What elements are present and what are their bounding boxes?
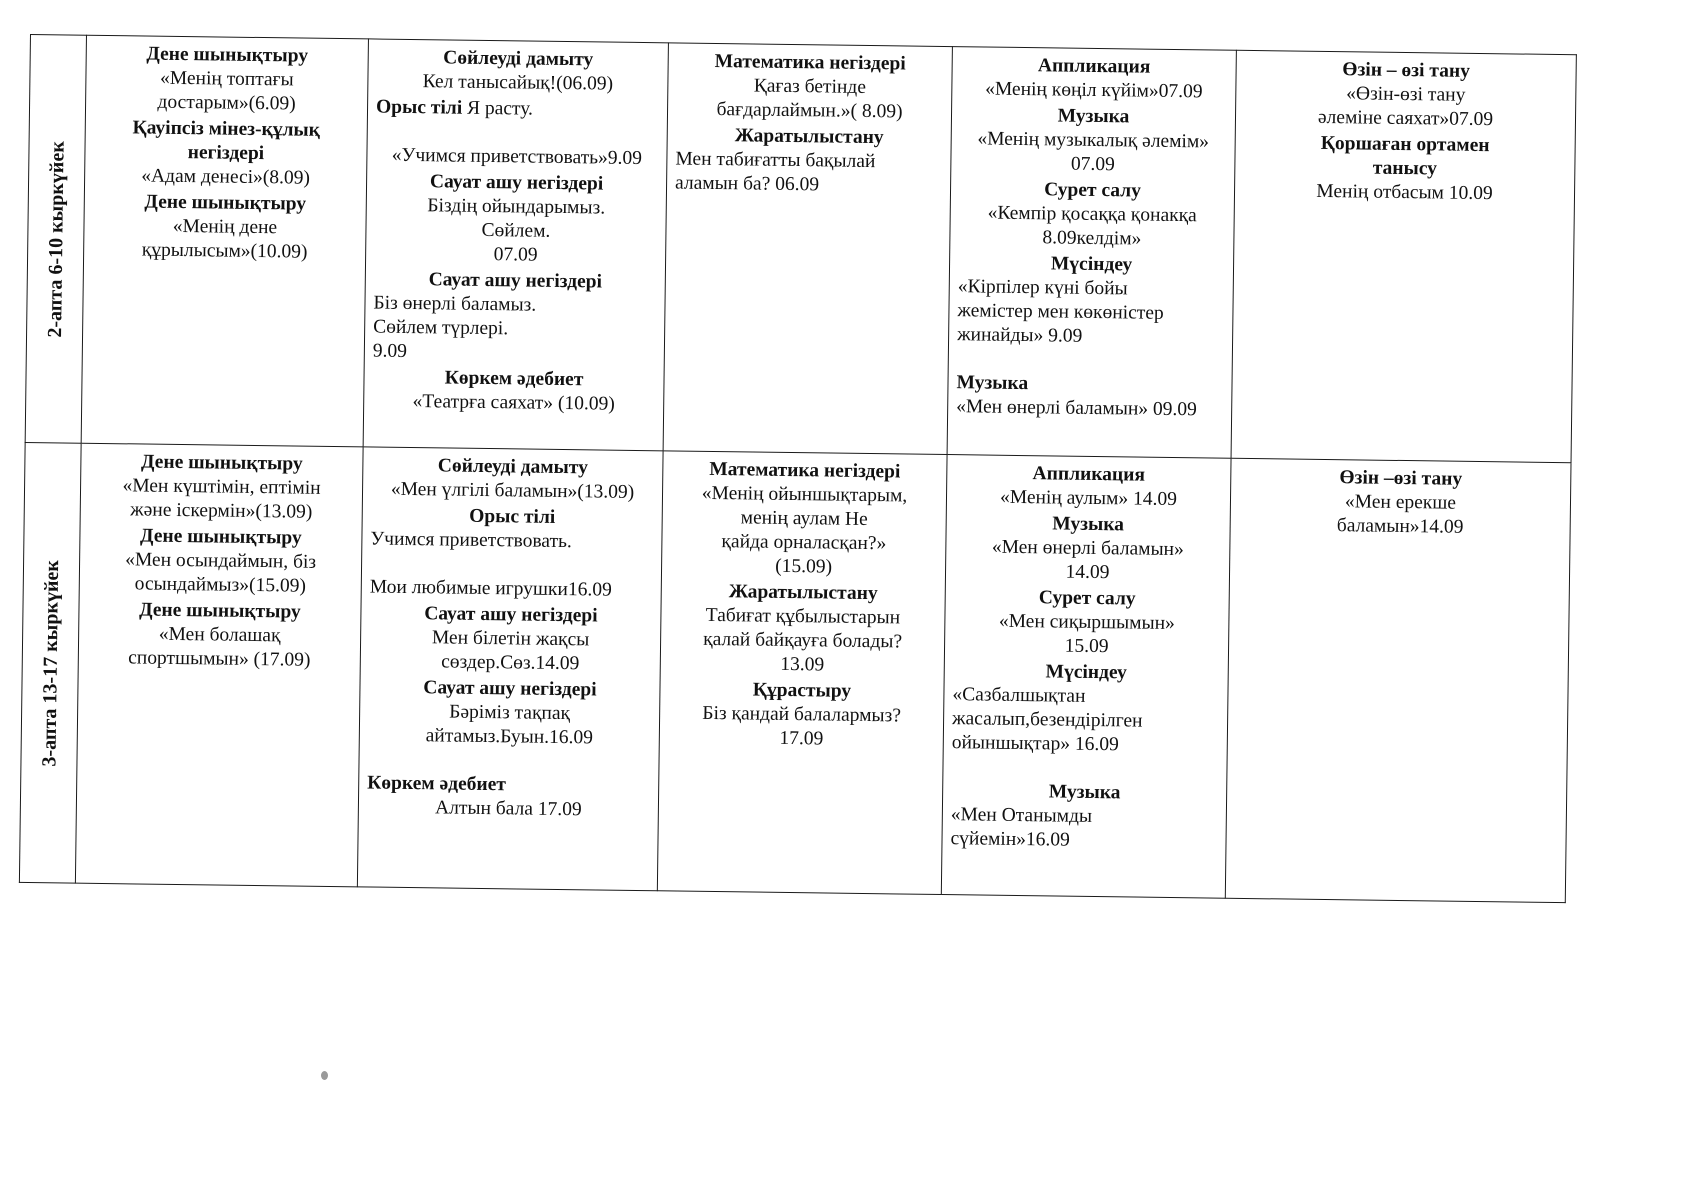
lesson-entry xyxy=(367,771,651,823)
lesson-topic: «Мен өнерлі баламын» 09.09 xyxy=(956,396,1197,421)
lesson-entry xyxy=(955,461,1223,512)
lesson-entry xyxy=(89,450,355,525)
lesson-topic: «Адам денесі»(8.09) xyxy=(141,165,311,189)
day-cell xyxy=(1225,458,1571,902)
lesson-topic: «Мен ерекше баламын»14.09 xyxy=(1336,491,1464,538)
lesson-entry xyxy=(1244,57,1568,133)
subject-title: Жаратылыстану xyxy=(734,125,884,149)
lesson-entry xyxy=(87,598,353,673)
lesson-topic: Біздің ойындарымыз. Сөйлем. 07.09 xyxy=(427,195,606,266)
lesson-entry xyxy=(668,677,936,752)
subject-title: Дене шынықтыру xyxy=(146,43,309,67)
subject-title: Музыка xyxy=(1057,105,1130,128)
lesson-topic: «Өзін-өзі тану әлеміне саяхат»07.09 xyxy=(1317,83,1494,131)
lesson-entry xyxy=(957,251,1225,350)
lesson-topic: «Мен сиқыршымын» 15.09 xyxy=(998,610,1176,658)
day-cell xyxy=(1231,50,1576,462)
lesson-line xyxy=(376,96,659,124)
subject-title: Жаратылыстану xyxy=(728,581,878,605)
lesson-entry xyxy=(959,103,1227,178)
lesson-entry xyxy=(369,601,653,677)
lesson-topic: Учимся приветствовать. xyxy=(370,528,572,553)
lesson-entry xyxy=(958,177,1226,252)
lesson-topic: Алтын бала 17.09 xyxy=(434,797,582,821)
subject-title: Көркем әдебиет xyxy=(367,772,507,796)
lesson-topic: «Менің дене құрылысым»(10.09) xyxy=(141,215,308,263)
scan-speck xyxy=(321,1071,328,1080)
lesson-topic: Табиғат құбылыстарын қалай байқауға болады? 13.09 xyxy=(703,604,903,676)
subject-title: Дене шынықтыру xyxy=(144,191,307,215)
lesson-entry xyxy=(375,144,658,172)
subject-title: Сөйлеуді дамыту xyxy=(443,47,594,71)
lesson-topic: «Сазбалшықтан жасалып,безендірілген ойыншықтар» 16.09 xyxy=(951,684,1143,756)
lesson-entry xyxy=(374,170,658,270)
lesson-entry xyxy=(370,504,654,556)
lesson-topic: «Мен Отанымды сүйемін»16.09 xyxy=(950,804,1093,851)
lesson-entry xyxy=(376,46,660,98)
lesson-topic: Қағаз бетінде бағдарлаймын.»( 8.09) xyxy=(716,75,903,123)
week-label: 2-апта 6-10 кыркүйек xyxy=(43,140,69,338)
lesson-topic: «Кірпілер күні бойы жемістер мен көкөністер жинайды» 9.09 xyxy=(957,276,1164,347)
lesson-entry xyxy=(1243,131,1567,207)
subject-title: Қауіпсіз мінез-құлық негіздері xyxy=(132,117,321,165)
week-row xyxy=(19,442,1571,902)
lesson-topic: «Мен болашақ спортшымын» (17.09) xyxy=(128,623,311,671)
lesson-topic: «Менің көңіл күйім»07.09 xyxy=(985,78,1203,103)
subject-title: Орыс тілі xyxy=(469,505,556,528)
lesson-entry xyxy=(88,524,354,599)
subject-title: Сурет салу xyxy=(1038,587,1136,610)
subject-title: Сауат ашу негіздері xyxy=(429,171,604,195)
subject-title: Математика негіздері xyxy=(714,50,906,75)
subject-title: Музыка xyxy=(956,372,1029,395)
week-label-cell xyxy=(19,442,81,883)
lesson-topic: «Мен күштімін, ептімін және іскермін»(13.09) xyxy=(122,475,321,523)
lesson-entry xyxy=(370,575,653,603)
lesson-topic: «Менің аулым» 14.09 xyxy=(999,486,1178,511)
subject-title: Музыка xyxy=(1052,513,1125,536)
subject-title: Дене шынықтыру xyxy=(140,451,303,475)
lesson-entry xyxy=(373,268,657,368)
lesson-topic: Біз қандай балалармыз? 17.09 xyxy=(702,702,902,750)
lesson-topic: «Менің ойыншықтарым, менің аулам Не қайда орналасқан?» (15.09) xyxy=(701,482,908,578)
subject-title: Орыс тілі xyxy=(375,96,463,119)
schedule-body xyxy=(19,35,1576,903)
subject-title: Дене шынықтыру xyxy=(139,599,301,623)
lesson-topic: Мен табиғатты бақылай аламын ба? 06.09 xyxy=(674,148,876,196)
lesson-topic: Мен білетін жақсы сөздер.Сөз.14.09 xyxy=(431,627,590,675)
lesson-topic: Я расту. xyxy=(466,97,534,120)
subject-title: Аппликация xyxy=(1037,55,1151,78)
subject-title: Сауат ашу негіздері xyxy=(423,677,597,701)
day-cell xyxy=(941,455,1231,899)
lesson-entry xyxy=(956,371,1224,422)
lesson-entry xyxy=(670,457,939,580)
lesson-entry xyxy=(676,49,944,124)
week-label-cell xyxy=(25,35,86,444)
lesson-entry xyxy=(950,779,1218,854)
day-cell xyxy=(81,35,368,447)
subject-title: Сурет салу xyxy=(1044,179,1142,202)
lesson-topic: «Учимся приветствовать»9.09 xyxy=(391,144,643,170)
lesson-entry xyxy=(952,659,1220,758)
lesson-topic: «Мен өнерлі баламын» 14.09 xyxy=(991,536,1184,584)
subject-title: Қоршаған ортамен танысу xyxy=(1320,132,1490,180)
lesson-topic: «Театрға саяхат» (10.09) xyxy=(412,391,615,415)
day-cell xyxy=(75,443,363,887)
lesson-entry xyxy=(92,190,358,265)
lesson-entry xyxy=(960,53,1228,104)
lesson-topic: «Мен үлгілі баламын»(13.09) xyxy=(390,478,635,503)
lesson-topic: «Менің музыкалық әлемім» 07.09 xyxy=(977,128,1210,176)
lesson-entry xyxy=(93,116,359,191)
subject-title: Мүсіндеу xyxy=(1045,661,1127,684)
lesson-entry xyxy=(371,454,655,506)
day-cell xyxy=(357,447,663,891)
subject-title: Сауат ашу негіздері xyxy=(424,603,598,627)
lesson-topic: «Мен осындаймын, біз осындаймыз»(15.09) xyxy=(125,549,317,597)
week-label: 3-апта 13-17 кыркүйек xyxy=(37,559,63,767)
week-row xyxy=(25,35,1576,463)
subject-title: Сөйлеуді дамыту xyxy=(437,455,589,479)
lesson-entry xyxy=(953,585,1221,660)
lesson-topic: «Кемпір қосаққа қонакқа 8.09келдім» xyxy=(987,202,1197,250)
lesson-entry xyxy=(1239,465,1563,541)
lesson-topic: Кел танысайық!(06.09) xyxy=(422,71,614,95)
day-cell xyxy=(947,47,1236,459)
subject-title: Математика негіздері xyxy=(709,458,901,483)
lesson-entry xyxy=(954,511,1222,586)
lesson-entry xyxy=(94,42,360,117)
lesson-entry xyxy=(669,579,937,678)
subject-title: Музыка xyxy=(1048,781,1121,804)
subject-title: Мүсіндеу xyxy=(1050,253,1133,276)
subject-title: Құрастыру xyxy=(752,679,852,702)
lesson-topic: «Менің топтағы достарым»(6.09) xyxy=(157,67,296,115)
lesson-entry xyxy=(675,123,943,198)
subject-title: Сауат ашу негіздері xyxy=(428,269,603,293)
schedule-sheet xyxy=(19,34,1576,902)
lesson-topic: Біз өнерлі баламыз. Сөйлем түрлері. 9.09 xyxy=(372,292,537,362)
subject-title: Көркем әдебиет xyxy=(444,367,584,391)
subject-title: Өзін – өзі тану xyxy=(1342,59,1471,82)
lesson-topic: Бәріміз тақпақ айтамыз.Буын.16.09 xyxy=(425,701,594,749)
day-cell xyxy=(363,39,668,451)
subject-title: Өзін –өзі тану xyxy=(1339,467,1463,490)
lesson-entry xyxy=(376,96,659,124)
weekly-schedule-table xyxy=(19,34,1577,903)
day-cell xyxy=(657,451,947,895)
lesson-topic: Менің отбасым 10.09 xyxy=(1316,180,1493,205)
lesson-topic: Мои любимые игрушки16.09 xyxy=(369,576,612,601)
subject-title: Дене шынықтыру xyxy=(139,525,302,549)
lesson-entry xyxy=(368,675,652,751)
day-cell xyxy=(663,43,952,455)
subject-title: Аппликация xyxy=(1032,463,1146,486)
lesson-entry xyxy=(372,366,656,418)
